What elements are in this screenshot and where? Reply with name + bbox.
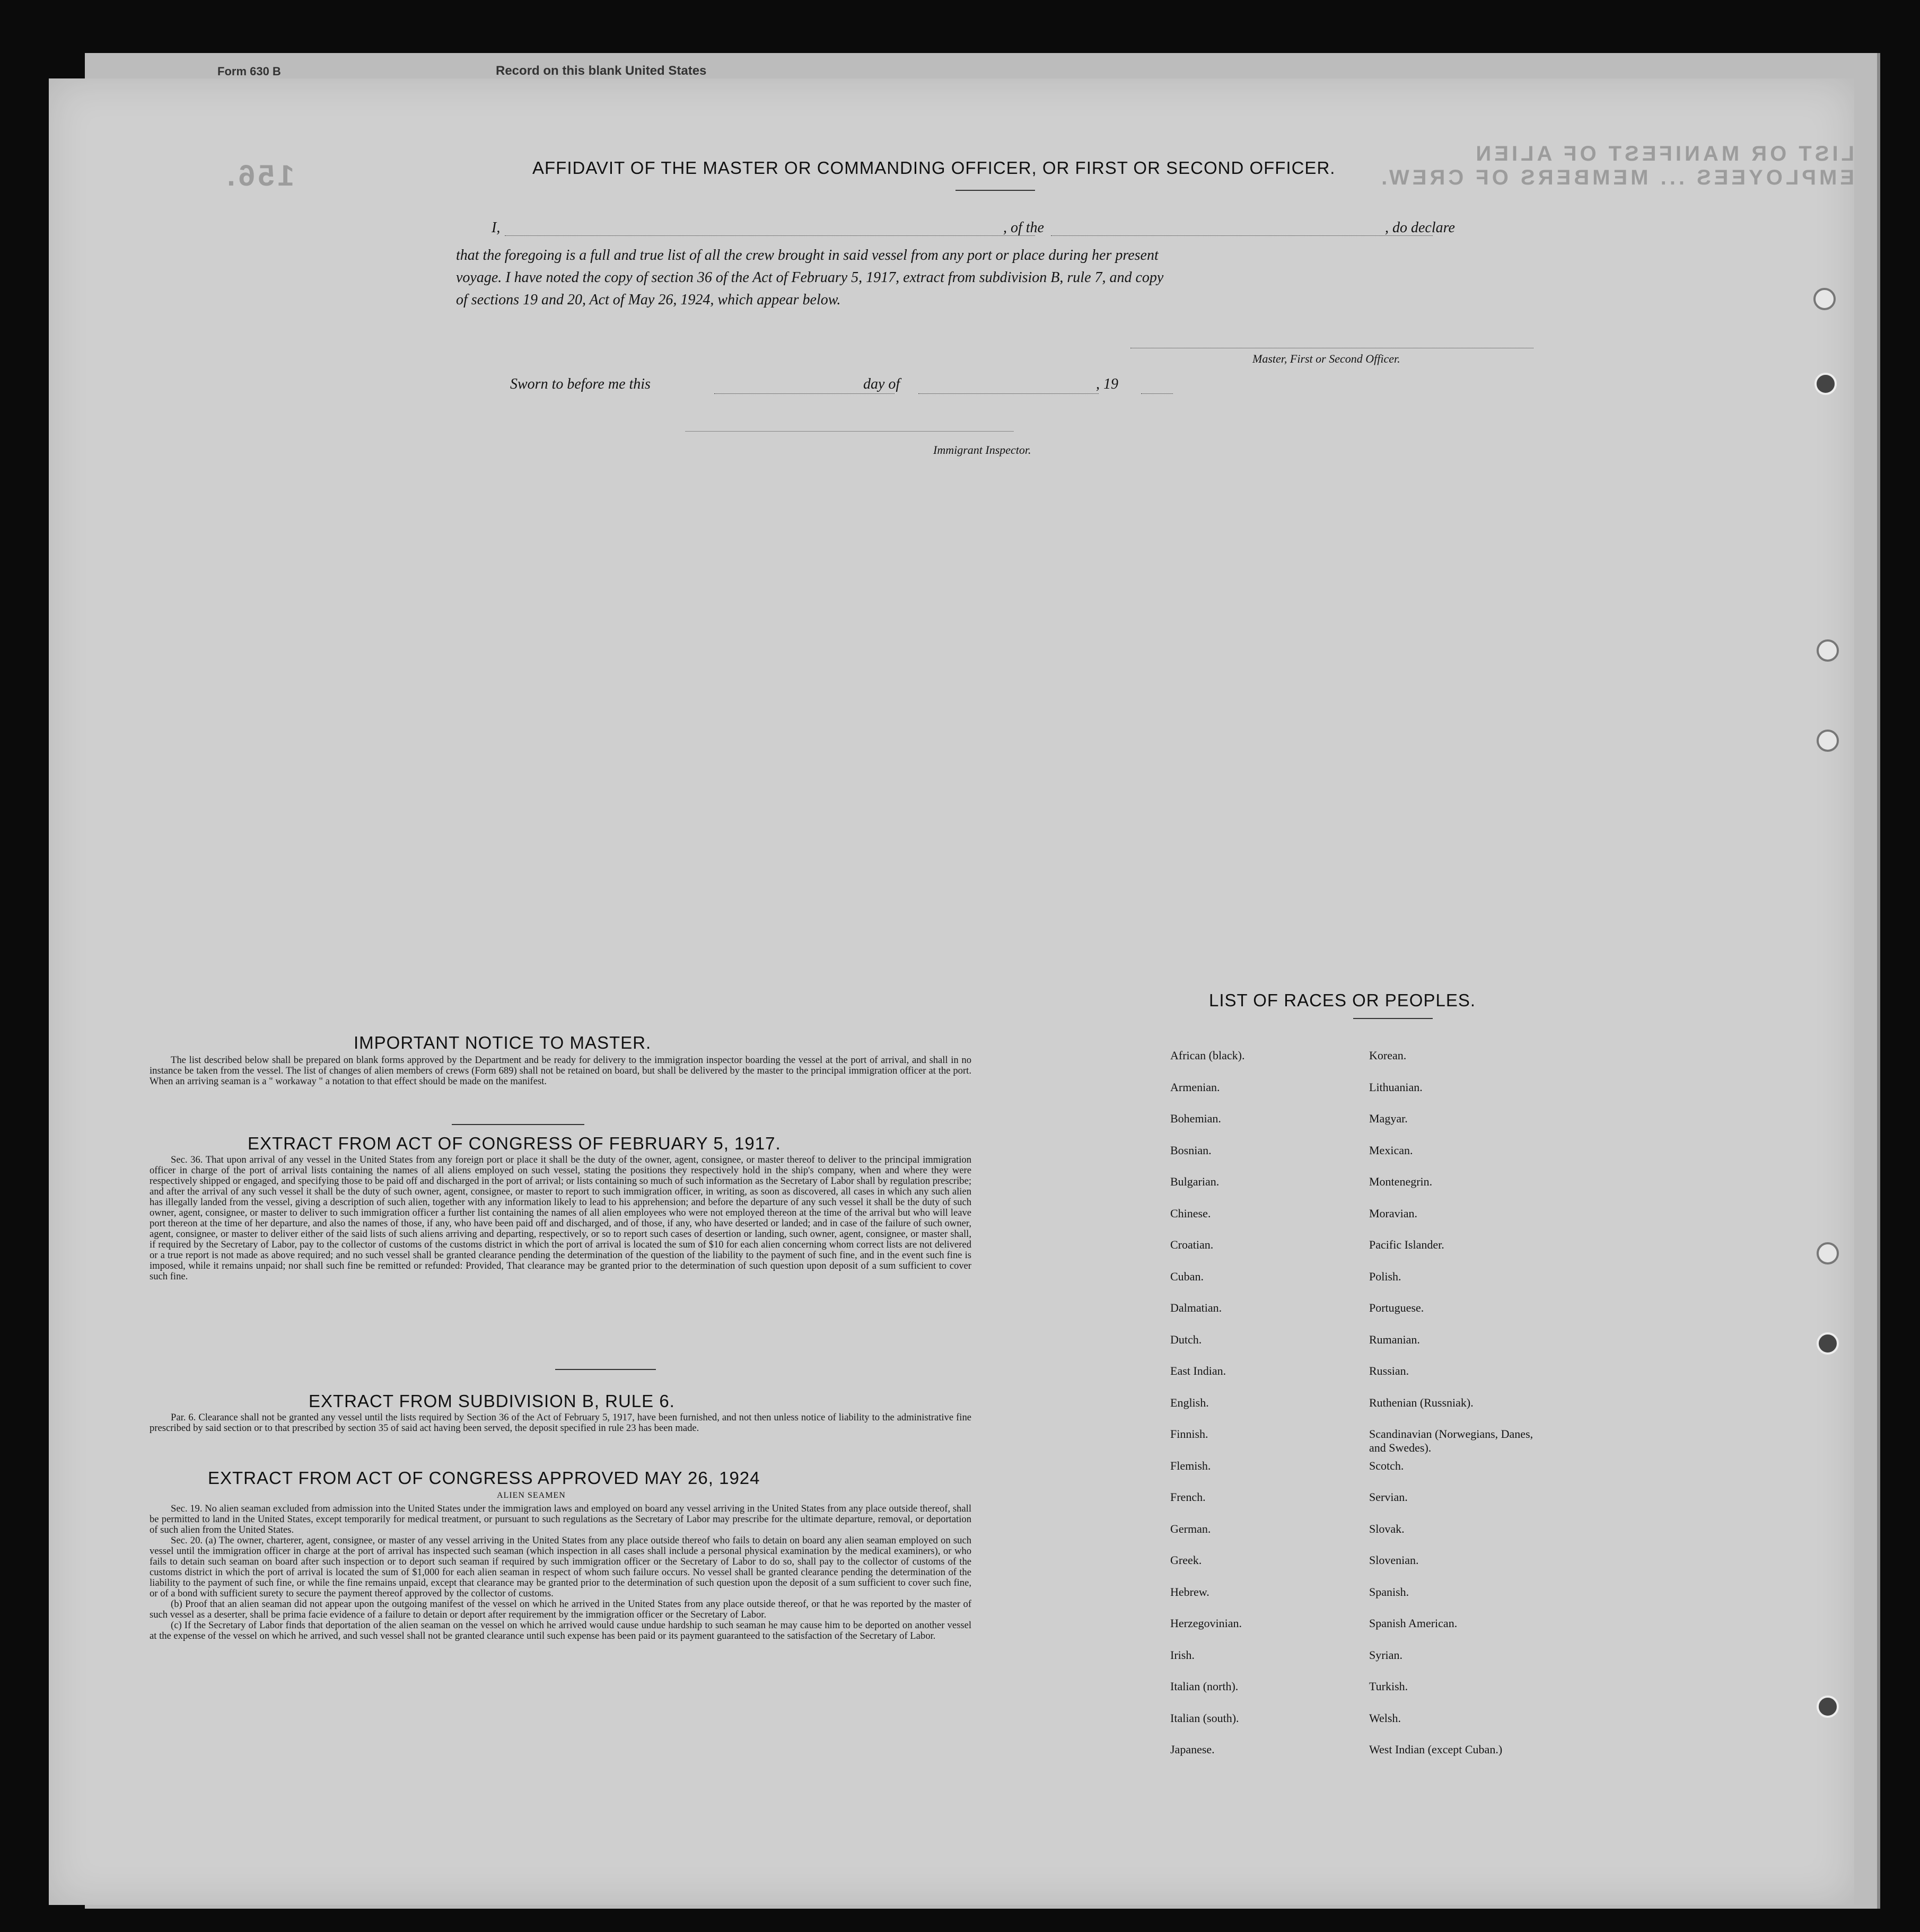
- affidavit-line-4: of sections 19 and 20, Act of May 26, 1924, which appear below.: [456, 292, 841, 308]
- race-item: Irish.: [1170, 1648, 1195, 1662]
- record-note: Record on this blank United States: [496, 64, 707, 78]
- race-item: Italian (north).: [1170, 1680, 1239, 1693]
- bleed-through-heading: LIST OR MANIFEST OF ALIEN EMPLOYEES ... MEMBERS OF CREW.: [1378, 142, 1854, 189]
- binder-hole: [1817, 730, 1839, 752]
- race-item: Syrian.: [1369, 1648, 1402, 1662]
- race-item: Chinese.: [1170, 1206, 1211, 1220]
- binder-hole: [1817, 1696, 1839, 1718]
- extract-1917-title: EXTRACT FROM ACT OF CONGRESS OF FEBRUARY 5, 1917.: [248, 1134, 781, 1153]
- notice-text: [150, 1055, 971, 1087]
- sworn-year: , 19: [1096, 376, 1118, 392]
- race-item: Spanish.: [1369, 1585, 1409, 1599]
- race-item: Herzegovinian.: [1170, 1617, 1242, 1630]
- inspector-signature-blank[interactable]: [685, 431, 1014, 432]
- race-item: English.: [1170, 1395, 1209, 1409]
- affidavit-of-the: , of the: [1003, 219, 1044, 236]
- race-item: Scotch.: [1369, 1459, 1404, 1472]
- races-title: LIST OF RACES OR PEOPLES.: [1209, 990, 1476, 1010]
- race-item: Magyar.: [1369, 1112, 1408, 1125]
- affidavit-rule: [955, 190, 1035, 191]
- race-item: Bosnian.: [1170, 1143, 1212, 1157]
- affidavit-line-2: that the foregoing is a full and true list of all the crew brought in said vessel from any port or place during her present: [456, 247, 1159, 264]
- inspector-caption: Immigrant Inspector.: [933, 443, 1031, 456]
- sec-20b-paragraph: (b) Proof that an alien seaman did not appear upon the outgoing manifest of the vessel on which he arrived in the United States from any place outside thereof, or that he was reported by the master of such vessel as a deserter, shall be prima facie evidence of a failure to detain or deport after requirement by the immigration officer or the Secretary of Labor.: [150, 1599, 971, 1620]
- race-item: Turkish.: [1369, 1680, 1408, 1693]
- notice-paragraph: The list described below shall be prepared on blank forms approved by the Department and be ready for delivery to the immigration inspector boarding the vessel at the port of arrival, and shall in no instance be taken from the vessel. The list of changes of alien members of crews (Form 689) shall not be retained on board, but shall be delivered by the master to the principal immigration officer at the port. When an arriving seaman is a " workaway " a notation to that effect should be made on the manifest.: [150, 1055, 971, 1087]
- race-item: Greek.: [1170, 1553, 1202, 1567]
- race-item: Servian.: [1369, 1490, 1408, 1504]
- sworn-day-of: day of: [863, 376, 900, 392]
- race-item: Moravian.: [1369, 1206, 1418, 1220]
- divider-2: [555, 1369, 656, 1370]
- race-item: Ruthenian (Russniak).: [1369, 1395, 1474, 1409]
- race-item: Finnish.: [1170, 1427, 1208, 1441]
- affidavit-declare: , do declare: [1385, 219, 1455, 236]
- races-rule: [1353, 1018, 1433, 1019]
- race-item: African (black).: [1170, 1049, 1245, 1062]
- race-item: Spanish American.: [1369, 1617, 1458, 1630]
- affidavit-line-3: voyage. I have noted the copy of section 36 of the Act of February 5, 1917, extract from subdivision B, rule 7, and copy: [456, 269, 1164, 286]
- alien-seamen-subtitle: ALIEN SEAMEN: [497, 1491, 566, 1500]
- affidavit-title: AFFIDAVIT OF THE MASTER OR COMMANDING OFFICER, OR FIRST OR SECOND OFFICER.: [532, 158, 1336, 178]
- binder-hole: [1813, 288, 1836, 310]
- race-item: West Indian (except Cuban.): [1369, 1743, 1503, 1756]
- race-item: Russian.: [1369, 1364, 1409, 1377]
- race-item: Armenian.: [1170, 1080, 1220, 1094]
- sworn-month-blank[interactable]: [918, 393, 1099, 394]
- binder-hole: [1817, 1332, 1839, 1355]
- race-item: East Indian.: [1170, 1364, 1226, 1377]
- race-item: Japanese.: [1170, 1743, 1215, 1756]
- races-column-1: [1170, 1049, 1361, 1775]
- extract-rule-text: [150, 1412, 971, 1434]
- sworn-year-blank[interactable]: [1141, 393, 1173, 394]
- race-item: Korean.: [1369, 1049, 1407, 1062]
- race-item: Scandinavian (Norwegians, Danes, and Swedes).: [1369, 1427, 1533, 1454]
- race-item: Pacific Islander.: [1369, 1238, 1444, 1251]
- race-item: Polish.: [1369, 1269, 1401, 1283]
- race-item: Bulgarian.: [1170, 1175, 1220, 1188]
- race-item: Portuguese.: [1369, 1301, 1424, 1314]
- race-item: Italian (south).: [1170, 1711, 1239, 1725]
- binder-hole: [1817, 1242, 1839, 1264]
- race-item: Dalmatian.: [1170, 1301, 1222, 1314]
- form-number: Form 630 B: [217, 65, 281, 78]
- form-page: [49, 78, 1854, 1905]
- race-item: Welsh.: [1369, 1711, 1401, 1725]
- sec-20a-paragraph: Sec. 20. (a) The owner, charterer, agent, consignee, or master of any vessel arriving in the United States from any place outside thereof who fails to detain on board any alien seaman employed on such vessel until the immigration officer in charge at the port of arrival has inspected such seaman (which inspection in all cases shall include a personal physical examination by the medical examiners), or who fails to detain such seaman on board after such inspection or to deport such seaman if required by such immigration officer or the Secretary of Labor to do so, shall pay to the collector of customs of the customs district in which the port of arrival is located the sum of $1,000 for each alien seaman in respect of whom such failure occurs. No vessel shall be granted clearance pending the determination of the liability to the payment of such fine, or while the fine remains unpaid, except that clearance may be granted prior to the determination of such question upon the deposit of a sum sufficient to cover such fine, or of a bond with sufficient surety to secure the payment thereof approved by the collector of customs.: [150, 1535, 971, 1599]
- binder-hole: [1817, 639, 1839, 662]
- binder-hole: [1814, 373, 1837, 395]
- race-item: Montenegrin.: [1369, 1175, 1433, 1188]
- extract-1917-text: [150, 1155, 971, 1282]
- notice-title: IMPORTANT NOTICE TO MASTER.: [354, 1033, 652, 1052]
- race-item: Cuban.: [1170, 1269, 1204, 1283]
- extract-1924-text: [150, 1504, 971, 1641]
- divider-1: [452, 1124, 584, 1125]
- vessel-blank[interactable]: [1051, 235, 1433, 236]
- race-item: Rumanian.: [1369, 1332, 1420, 1346]
- race-item: Dutch.: [1170, 1332, 1202, 1346]
- bleed-through-page-mark: 156.: [224, 159, 294, 192]
- affidavit-i: I,: [492, 219, 501, 236]
- race-item: Bohemian.: [1170, 1112, 1221, 1125]
- sec-20c-paragraph: (c) If the Secretary of Labor finds that deportation of the alien seaman on the vessel on which he arrived would cause undue hardship to such seaman he may cause him to be deported on another vessel at the expense of the vessel on which he arrived, and such vessel shall not be granted clearance until such expense has been paid or its payment guaranteed to the satisfaction of the Secretary of Labor.: [150, 1620, 971, 1641]
- race-item: Hebrew.: [1170, 1585, 1209, 1599]
- race-item: German.: [1170, 1522, 1211, 1535]
- extract-1924-title: EXTRACT FROM ACT OF CONGRESS APPROVED MAY 26, 1924: [208, 1468, 760, 1488]
- signature-caption: Master, First or Second Officer.: [1252, 352, 1400, 365]
- extract-rule-title: EXTRACT FROM SUBDIVISION B, RULE 6.: [309, 1391, 675, 1411]
- race-item: Lithuanian.: [1369, 1080, 1423, 1094]
- race-item: Slovenian.: [1369, 1553, 1419, 1567]
- name-blank[interactable]: [505, 235, 1035, 236]
- sworn-day-blank[interactable]: [714, 393, 895, 394]
- races-column-2: [1369, 1049, 1592, 1775]
- race-item: Flemish.: [1170, 1459, 1211, 1472]
- race-item: Mexican.: [1369, 1143, 1413, 1157]
- section-36-paragraph: Sec. 36. That upon arrival of any vessel in the United States from any foreign port or place it shall be the duty of the owner, agent, consignee, or master thereof to deliver to the principal immigration officer in charge of the port of arrival lists containing the names of all aliens employed on such vessel, stating the positions they respectively hold in the ship's company, when and where they were respectively shipped or engaged, and specifying those to be paid off and discharged in the port of arrival; or lists containing so much of such information as the Secretary of Labor shall by regulation prescribe; and after the arrival of any such vessel it shall be the duty of such owner, agent, consignee, or master to report to such immigration officer, in writing, as soon as discovered, all cases in which any such alien has illegally landed from the vessel, giving a description of such alien, together with any information likely to lead to his apprehension; and before the departure of any such vessel it shall be the duty of such owner, agent, consignee, or master to deliver to such immigration officer a further list containing the names of all alien employees who were not employed thereon at the time of the arrival but who will leave port thereon at the time of her departure, and also the names of those, if any, who have been paid off and discharged, and of those, if any, who have deserted or landed; and in case of the failure of such owner, agent, consignee, or master to deliver either of the said lists of such aliens arriving and departing, respectively, or so to report such cases of desertion or landing, such owner, agent, consignee, or master shall, if required by the Secretary of Labor, pay to the collector of customs of the customs district in which the port of arrival is located the sum of $10 for each alien concerning whom correct lists are not delivered or a true report is not made as above required; and no such vessel shall be granted clearance pending the determination of the question of the liability to the payment of such fine, and in the event such fine is imposed, while it remains unpaid; nor shall such fine be remitted or refunded: Provided, That clearance may be granted prior to the determination of such question upon deposit of a sum sufficient to cover such fine.: [150, 1154, 971, 1282]
- par-6-paragraph: Par. 6. Clearance shall not be granted any vessel until the lists required by Section 36 of the Act of February 5, 1917, have been furnished, and not then unless notice of liability to the administrative fine prescribed by said section or to that prescribed by section 35 of said act having been served, the deposit specified in rule 23 has been made.: [150, 1412, 971, 1434]
- sworn-prefix: Sworn to before me this: [510, 376, 651, 392]
- race-item: French.: [1170, 1490, 1206, 1504]
- race-item: Croatian.: [1170, 1238, 1214, 1251]
- sec-19-paragraph: Sec. 19. No alien seaman excluded from admission into the United States under the immigration laws and employed on board any vessel arriving in the United States from any place outside thereof, shall be permitted to land in the United States, except temporarily for medical treatment, or pursuant to such regulations as the Secretary of Labor may prescribe for the ultimate departure, removal, or deportation of such alien from the United States.: [150, 1503, 971, 1535]
- race-item: Slovak.: [1369, 1522, 1405, 1535]
